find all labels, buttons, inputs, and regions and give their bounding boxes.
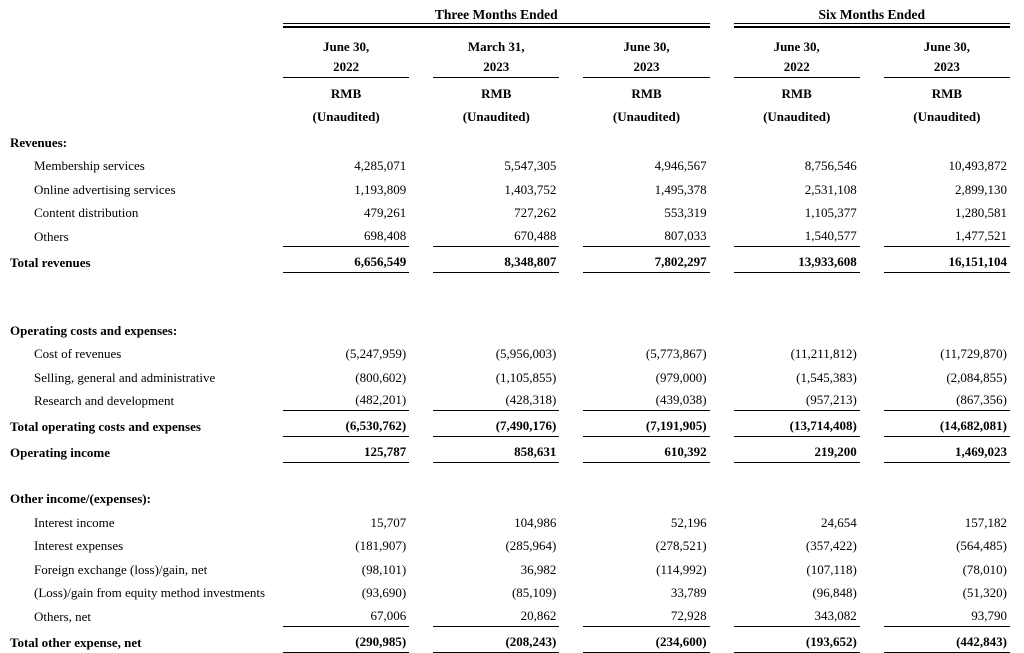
row-label: Other income/(expenses):: [10, 490, 151, 506]
value-cell: [259, 562, 409, 580]
table-row: [10, 509, 1010, 533]
value-cell: [710, 507, 860, 509]
value-text: (564,485): [956, 538, 1007, 554]
value-cell: [409, 507, 559, 509]
value-text: 1,403,752: [504, 181, 557, 197]
value-cell: [710, 634, 860, 653]
value-text: (98,101): [361, 561, 407, 577]
value-cell: [710, 370, 860, 388]
value-cell: [710, 182, 860, 200]
value-cell: [259, 507, 409, 509]
value-text: (11,729,870): [940, 346, 1007, 362]
value-cell: [559, 392, 709, 411]
value-text: (14,682,081): [884, 418, 1010, 437]
value-text: 8,756,546: [804, 158, 857, 174]
value-cell: [259, 634, 409, 653]
value-text: [734, 151, 860, 153]
table-row: [10, 129, 1010, 153]
value-text: 104,986: [514, 514, 557, 530]
column-date-line1: June 30,: [322, 39, 370, 54]
value-text: (193,652): [734, 634, 860, 653]
value-cell: [710, 585, 860, 603]
column-4-date-header: [734, 28, 860, 78]
value-cell: [710, 339, 860, 341]
value-text: [884, 507, 1010, 509]
value-text: 67,006: [283, 608, 409, 627]
value-text: 727,262: [514, 205, 557, 221]
column-5-currency: [884, 78, 1010, 104]
value-cell: [409, 562, 559, 580]
value-cell: [559, 634, 709, 653]
value-cell: [559, 370, 709, 388]
value-text: 479,261: [363, 205, 407, 221]
value-cell: [860, 370, 1010, 388]
table-row: [10, 533, 1010, 557]
value-text: (51,320): [962, 585, 1007, 601]
value-cell: [259, 538, 409, 556]
value-cell: [409, 418, 559, 437]
value-cell: [710, 418, 860, 437]
value-cell: [409, 339, 559, 341]
value-cell: [409, 444, 559, 463]
value-cell: [860, 392, 1010, 411]
value-text: 125,787: [283, 444, 409, 463]
row-label: Membership services: [34, 158, 145, 174]
row-label: Interest expenses: [34, 538, 124, 554]
value-text: (482,201): [283, 392, 409, 411]
value-cell: [409, 370, 559, 388]
row-label: Operating income: [10, 445, 111, 461]
value-text: (11,211,812): [790, 346, 857, 362]
value-cell: [559, 585, 709, 603]
value-text: (85,109): [511, 585, 557, 601]
row-label: Foreign exchange (loss)/gain, net: [34, 561, 208, 577]
value-cell: [409, 538, 559, 556]
value-text: 10,493,872: [948, 158, 1007, 174]
value-cell: [860, 228, 1010, 247]
column-date-line2: 2023: [884, 57, 1010, 78]
column-date-line1: June 30,: [623, 39, 670, 54]
column-date-line2: 2023: [583, 57, 709, 78]
value-cell: [409, 158, 559, 176]
value-cell: [559, 507, 709, 509]
value-cell: [710, 562, 860, 580]
value-cell: [710, 515, 860, 533]
value-text: [433, 151, 559, 153]
value-cell: [559, 205, 709, 223]
value-cell: [409, 634, 559, 653]
row-label: Online advertising services: [34, 181, 176, 197]
table-row: [10, 341, 1010, 365]
value-text: (7,490,176): [433, 418, 559, 437]
value-cell: [860, 182, 1010, 200]
value-text: [884, 339, 1010, 341]
column-group-header-row: [10, 6, 1010, 28]
value-cell: [259, 151, 409, 153]
row-label: Revenues:: [10, 134, 68, 150]
value-cell: [559, 608, 709, 627]
column-5-audit-note: [884, 104, 1010, 127]
value-text: 610,392: [583, 444, 709, 463]
value-text: 6,656,549: [283, 254, 409, 273]
value-text: (800,602): [355, 369, 407, 385]
audit-note-label: (Unaudited): [462, 109, 530, 124]
value-cell: [259, 346, 409, 364]
value-text: 72,928: [583, 608, 709, 627]
value-cell: [559, 151, 709, 153]
value-cell: [860, 254, 1010, 273]
value-text: 16,151,104: [884, 254, 1010, 273]
value-text: (5,773,867): [645, 346, 707, 362]
value-cell: [259, 515, 409, 533]
value-text: (6,530,762): [283, 418, 409, 437]
value-cell: [259, 585, 409, 603]
value-text: 858,631: [433, 444, 559, 463]
value-cell: [710, 346, 860, 364]
value-cell: [860, 205, 1010, 223]
table-row: [10, 437, 1010, 463]
value-text: (957,213): [734, 392, 860, 411]
row-label: Total revenues: [10, 254, 91, 270]
row-label: (Loss)/gain from equity method investments: [34, 585, 266, 601]
value-text: (96,848): [812, 585, 857, 601]
value-text: (357,422): [805, 538, 857, 554]
value-text: (5,956,003): [495, 346, 557, 362]
value-cell: [710, 254, 860, 273]
row-label: Cost of revenues: [34, 346, 122, 362]
value-text: (13,714,408): [734, 418, 860, 437]
row-label: Total other expense, net: [10, 634, 142, 650]
value-cell: [259, 370, 409, 388]
row-label: Selling, general and administrative: [34, 369, 216, 385]
value-cell: [409, 585, 559, 603]
value-cell: [559, 538, 709, 556]
value-cell: [860, 507, 1010, 509]
value-cell: [860, 538, 1010, 556]
value-cell: [559, 158, 709, 176]
group-six-months-label: Six Months Ended: [734, 6, 1010, 24]
value-cell: [409, 608, 559, 627]
table-row: [10, 388, 1010, 412]
audit-note-label: (Unaudited): [612, 109, 681, 124]
value-cell: [860, 339, 1010, 341]
value-text: 553,319: [664, 205, 707, 221]
value-text: 698,408: [283, 228, 409, 247]
value-cell: [409, 254, 559, 273]
value-text: 52,196: [670, 514, 707, 530]
value-text: 157,182: [964, 514, 1007, 530]
value-text: 2,531,108: [804, 181, 857, 197]
value-cell: [710, 158, 860, 176]
value-cell: [409, 515, 559, 533]
value-text: (2,084,855): [946, 369, 1007, 385]
currency-label: RMB: [781, 86, 812, 101]
value-text: 1,469,023: [884, 444, 1010, 463]
value-cell: [259, 608, 409, 627]
table-row: [10, 176, 1010, 200]
value-cell: [710, 608, 860, 627]
column-2-date-header: [433, 28, 559, 78]
value-text: 1,193,809: [354, 181, 407, 197]
value-cell: [860, 634, 1010, 653]
value-text: (428,318): [433, 392, 559, 411]
row-label: Research and development: [34, 393, 175, 409]
row-label: Operating costs and expenses:: [10, 322, 178, 338]
table-row: [10, 485, 1010, 509]
row-label: Others: [34, 228, 69, 244]
value-text: 13,933,608: [734, 254, 860, 273]
value-cell: [259, 392, 409, 411]
group-six-months-ended: [734, 6, 1010, 28]
value-text: 343,082: [734, 608, 860, 627]
value-cell: [259, 182, 409, 200]
column-2-audit-note: [433, 104, 559, 127]
value-cell: [710, 444, 860, 463]
value-text: 1,477,521: [884, 228, 1010, 247]
value-cell: [710, 392, 860, 411]
table-row: [10, 364, 1010, 388]
value-cell: [559, 228, 709, 247]
value-text: 2,899,130: [954, 181, 1007, 197]
value-text: [433, 339, 559, 341]
value-cell: [409, 392, 559, 411]
value-text: 8,348,807: [433, 254, 559, 273]
value-cell: [860, 158, 1010, 176]
value-text: (93,690): [361, 585, 407, 601]
value-text: [583, 507, 709, 509]
value-cell: [559, 346, 709, 364]
value-cell: [259, 228, 409, 247]
column-3-currency: [583, 78, 709, 104]
value-text: 15,707: [370, 514, 407, 530]
currency-label: RMB: [330, 86, 362, 101]
value-text: (290,985): [283, 634, 409, 653]
value-text: 33,789: [670, 585, 707, 601]
value-text: 36,982: [520, 561, 557, 577]
value-cell: [860, 444, 1010, 463]
value-text: 7,802,297: [583, 254, 709, 273]
value-text: [433, 507, 559, 509]
value-cell: [860, 585, 1010, 603]
value-text: 5,547,305: [504, 158, 557, 174]
value-text: (5,247,959): [345, 346, 407, 362]
row-label: Interest income: [34, 514, 115, 530]
table-row: [10, 223, 1010, 247]
value-text: (278,521): [655, 538, 707, 554]
column-date-line2: 2022: [283, 57, 409, 78]
period-date-header-row: [10, 28, 1010, 78]
value-text: 1,105,377: [804, 205, 857, 221]
value-cell: [860, 515, 1010, 533]
value-cell: [710, 205, 860, 223]
value-cell: [559, 339, 709, 341]
table-row: [10, 556, 1010, 580]
column-1-date-header: [283, 28, 409, 78]
column-3-date-header: [583, 28, 709, 78]
group-three-months-ended: [283, 6, 710, 28]
table-row: [10, 580, 1010, 604]
value-cell: [259, 205, 409, 223]
value-cell: [259, 254, 409, 273]
value-cell: [259, 444, 409, 463]
value-text: 1,495,378: [654, 181, 707, 197]
value-cell: [559, 182, 709, 200]
table-row: [10, 603, 1010, 627]
value-cell: [559, 254, 709, 273]
table-row: [10, 153, 1010, 177]
value-cell: [409, 182, 559, 200]
row-label: Others, net: [34, 608, 92, 624]
value-cell: [259, 158, 409, 176]
statement-body: [10, 129, 1010, 653]
value-cell: [559, 418, 709, 437]
value-text: (208,243): [433, 634, 559, 653]
audit-note-header-row: [10, 104, 1010, 127]
value-text: [283, 151, 409, 153]
audit-note-label: (Unaudited): [763, 109, 831, 124]
value-text: (867,356): [884, 392, 1010, 411]
value-text: (7,191,905): [583, 418, 709, 437]
value-cell: [860, 562, 1010, 580]
audit-note-label: (Unaudited): [913, 109, 981, 124]
value-cell: [409, 346, 559, 364]
currency-label: RMB: [481, 86, 512, 101]
value-cell: [409, 205, 559, 223]
value-text: [583, 151, 709, 153]
column-date-line1: June 30,: [923, 39, 970, 54]
value-text: 1,540,577: [734, 228, 860, 247]
value-text: [283, 507, 409, 509]
value-cell: [559, 444, 709, 463]
value-cell: [559, 515, 709, 533]
value-text: (234,600): [583, 634, 709, 653]
value-text: [583, 339, 709, 341]
value-cell: [710, 228, 860, 247]
table-row: [10, 200, 1010, 224]
value-text: (181,907): [355, 538, 407, 554]
value-cell: [860, 151, 1010, 153]
value-cell: [710, 538, 860, 556]
value-text: [734, 339, 860, 341]
row-label: Content distribution: [34, 205, 139, 221]
value-text: (1,105,855): [495, 369, 557, 385]
currency-label: RMB: [631, 86, 662, 101]
value-cell: [860, 418, 1010, 437]
value-cell: [409, 151, 559, 153]
value-text: (107,118): [806, 561, 857, 577]
value-text: [283, 339, 409, 341]
value-text: [884, 151, 1010, 153]
value-text: 670,488: [433, 228, 559, 247]
value-text: 4,946,567: [654, 158, 707, 174]
column-5-date-header: [884, 28, 1010, 78]
value-text: (78,010): [962, 561, 1007, 577]
value-text: 1,280,581: [954, 205, 1007, 221]
column-date-line1: June 30,: [773, 39, 820, 54]
row-label: Total operating costs and expenses: [10, 419, 201, 435]
table-row: [10, 411, 1010, 437]
column-date-line2: 2023: [433, 57, 559, 78]
value-text: (114,992): [656, 561, 707, 577]
row-spacer: [10, 295, 1010, 317]
column-date-line2: 2022: [734, 57, 860, 78]
value-text: 24,654: [821, 514, 857, 530]
row-spacer: [10, 273, 1010, 295]
value-cell: [710, 151, 860, 153]
value-text: 20,862: [433, 608, 559, 627]
value-cell: [409, 228, 559, 247]
value-text: 4,285,071: [354, 158, 407, 174]
audit-note-label: (Unaudited): [312, 109, 380, 124]
value-cell: [259, 339, 409, 341]
value-text: (442,843): [884, 634, 1010, 653]
table-row: [10, 317, 1010, 341]
value-cell: [860, 346, 1010, 364]
value-text: (1,545,383): [796, 369, 857, 385]
column-1-audit-note: [283, 104, 409, 127]
value-cell: [259, 418, 409, 437]
column-1-currency: [283, 78, 409, 104]
value-text: 807,033: [583, 228, 709, 247]
currency-header-row: [10, 78, 1010, 104]
column-4-audit-note: [734, 104, 860, 127]
value-text: 93,790: [884, 608, 1010, 627]
value-text: (439,038): [583, 392, 709, 411]
column-2-currency: [433, 78, 559, 104]
table-row: [10, 247, 1010, 273]
row-spacer: [10, 463, 1010, 485]
currency-label: RMB: [931, 86, 963, 101]
value-cell: [860, 608, 1010, 627]
value-cell: [559, 562, 709, 580]
column-4-currency: [734, 78, 860, 104]
group-three-months-label: Three Months Ended: [283, 6, 710, 24]
value-text: (979,000): [655, 369, 707, 385]
column-date-line1: March 31,: [467, 39, 525, 54]
value-text: 219,200: [734, 444, 860, 463]
value-text: (285,964): [505, 538, 557, 554]
value-text: [734, 507, 860, 509]
column-3-audit-note: [583, 104, 709, 127]
